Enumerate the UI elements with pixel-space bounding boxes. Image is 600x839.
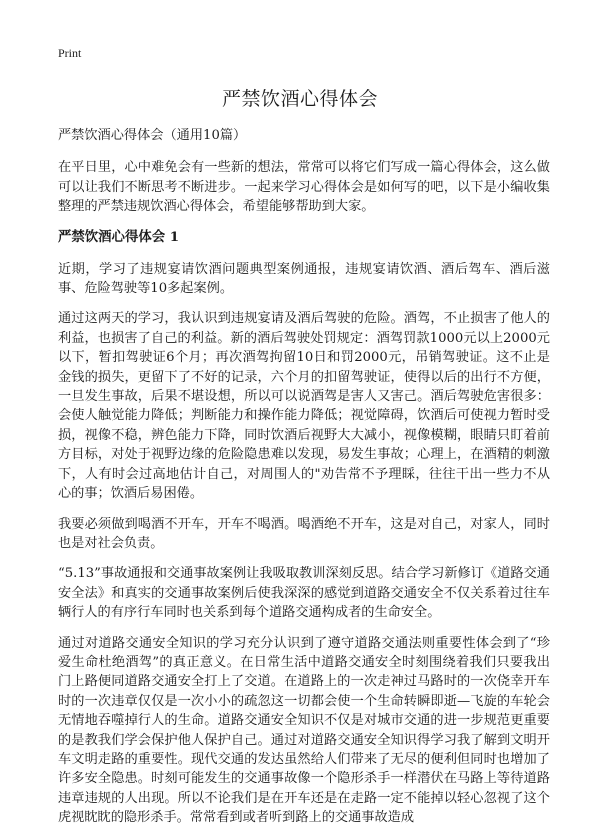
section-heading: 严禁饮酒心得体会 1 — [58, 228, 180, 245]
intro-paragraph: 在平日里，心中难免会有一些新的想法，常常可以将它们写成一篇心得体会，这么做可以让我们不断思考不断进步。一起来学习心得体会是如何写的吧，以下是小编收集整理的严禁违规饮酒心得体会，希望能够帮助到大家。 — [58, 160, 550, 215]
body-paragraph: 通过这两天的学习，我认识到违规宴请及酒后驾驶的危险。酒驾，不止损害了他人的利益，也损害了自己的利益。新的酒后驾驶处罚规定：酒驾罚款1000元以上2000元以下，暂扣驾驶证6个月；再次酒驾拘留10日和罚2000元，吊销驾驶证。这不止是金钱的损失，更留下了不好的记录，六个月的扣留驾驶证，使得以后的出行不方便，一旦发生事故，后果不堪设想，所以可以说酒驾是害人又害己。酒后驾驶危害很多：会使人触觉能力降低；判断能力和操作能力降低；视觉障碍，饮酒后可使视力暂时受损，视像不稳，辨色能力下降，同时饮酒后视野大大减小，视像模糊，眼睛只盯着前方目标，对处于视野边缘的危险隐患难以发现，易发生事故；心理上，在酒精的刺激下，人有时会过高地估计自己，对周围人的"劝告常不予理睬，往往干出一些力不从心的事；饮酒后易困倦。 — [58, 311, 550, 502]
body-paragraph: 我要必须做到喝酒不开车，开车不喝酒。喝酒绝不开车，这是对自己，对家人，同时也是对社会负责。 — [58, 516, 550, 551]
document-body — [58, 126, 550, 839]
page-title: 严禁饮酒心得体会 — [221, 88, 378, 110]
print-link[interactable]: Print — [58, 46, 82, 60]
body-paragraph: 近期，学习了违规宴请饮酒问题典型案例通报，违规宴请饮酒、酒后驾车、酒后滋事、危险驾驶等10多起案例。 — [58, 261, 550, 297]
body-paragraph: 通过对道路交通安全知识的学习充分认识到了遵守道路交通法则重要性体会到了“珍爱生命杜绝酒驾”的真正意义。在日常生活中道路交通安全时刻围绕着我们只要我出门上路便同道路交通安全打上了交道。在道路上的一次走神过马路时的一次侥幸开车时的一次违章仅仅是一次小小的疏忽这一切都会使一个生命转瞬即逝—飞旋的车轮会无情地吞噬掉行人的生命。道路交通安全知识不仅是对城市交通的进一步规范更重要的是教我们学会保护他人保护自己。通过对道路交通安全知识得学习我了解到文明开车文明走路的重要性。现代交通的发达虽然给人们带来了无尽的便利但同时也增加了许多安全隐患。时刻可能发生的交通事故像一个隐形杀手一样潜伏在马路上等待道路违章违规的人出现。所以不论我们是在开车还是在走路一定不能掉以轻心忽视了这个虎视眈眈的隐形杀手。常常看到或者听到路上的交通事故造成 — [58, 635, 550, 826]
body-paragraph: “5.13”事故通报和交通事故案例让我吸取教训深刻反思。结合学习新修订《道路交通安全法》和真实的交通事故案例后使我深深的感觉到道路交通安全不仅关系着过往车辆行人的有序行车同时也关系到每个道路交通构成者的生命安全。 — [58, 566, 550, 621]
document-subtitle: 严禁饮酒心得体会（通用10篇） — [58, 128, 247, 143]
